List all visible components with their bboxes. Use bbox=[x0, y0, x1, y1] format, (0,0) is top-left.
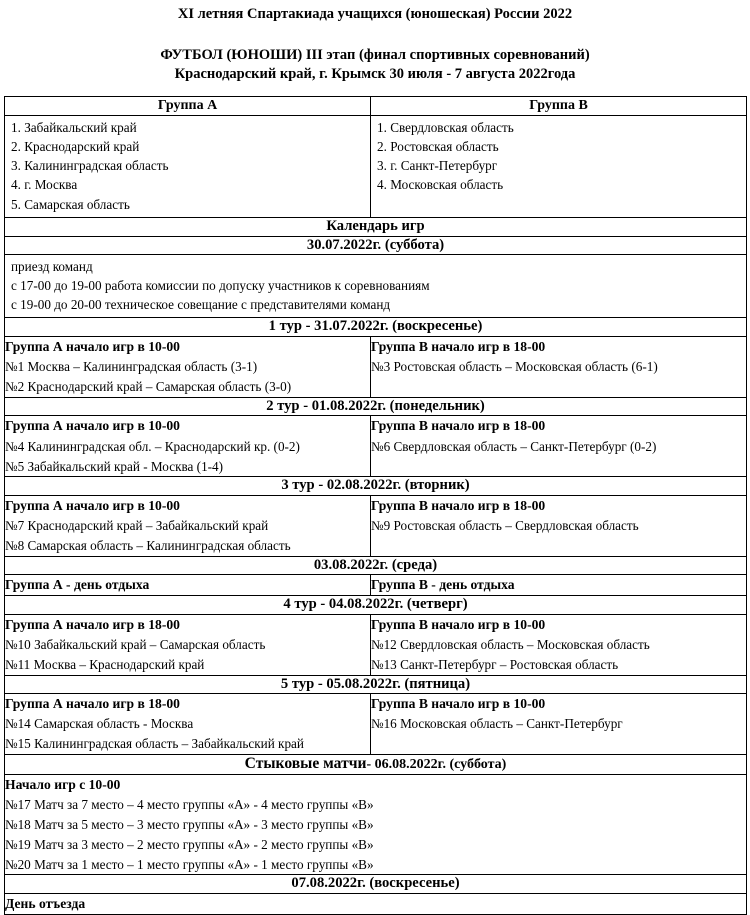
group-a-rest-day: Группа А - день отдыха bbox=[5, 575, 371, 596]
tour-1-group-a-cell bbox=[5, 336, 371, 397]
match-line: №18 Матч за 5 место – 3 место группы «А» - 3 место группы «В» bbox=[5, 817, 374, 833]
playoff-date: - 06.08.2022г. (суббота) bbox=[366, 757, 507, 773]
group-b-header: Группа В bbox=[371, 97, 747, 116]
match-line: №19 Матч за 3 место – 2 место группы «А» - 2 место группы «В» bbox=[5, 836, 374, 852]
date-banner: 30.07.2022г. (суббота) bbox=[5, 236, 747, 255]
group-b-start-time: Группа В начало игр в 10-00 bbox=[371, 616, 546, 632]
day-30-07-date-row bbox=[5, 236, 747, 255]
day-30-07-content-row bbox=[5, 255, 747, 318]
schedule-table bbox=[4, 96, 747, 914]
match-line: №2 Краснодарский край – Самарская область (3-0) bbox=[5, 379, 292, 395]
match-line: №15 Калининградская область – Забайкальский край bbox=[5, 736, 304, 752]
group-b-teams-cell bbox=[371, 115, 747, 217]
departure-text: День отъезда bbox=[5, 893, 747, 914]
group-teams-row bbox=[5, 115, 747, 217]
tour-3-matches-row bbox=[5, 495, 747, 556]
match-line: №3 Ростовская область – Московская область (6-1) bbox=[371, 359, 658, 375]
playoff-banner bbox=[5, 755, 747, 775]
date-banner: 5 тур - 05.08.2022г. (пятница) bbox=[5, 675, 747, 694]
playoff-cell bbox=[5, 774, 747, 875]
list-item: 4. Московская область bbox=[377, 177, 504, 193]
tour-4-group-b-cell bbox=[371, 614, 747, 675]
list-item: с 17-00 до 19-00 работа комиссии по допуску участников к соревнованиям bbox=[11, 278, 430, 294]
tour-1-group-b-cell bbox=[371, 336, 747, 397]
match-line: №8 Самарская область – Калининградская область bbox=[5, 538, 291, 554]
date-banner: 1 тур - 31.07.2022г. (воскресенье) bbox=[5, 318, 747, 337]
match-line: №17 Матч за 7 место – 4 место группы «А» - 4 место группы «В» bbox=[5, 797, 374, 813]
match-line: №7 Краснодарский край – Забайкальский край bbox=[5, 518, 269, 534]
match-line: №14 Самарская область - Москва bbox=[5, 716, 194, 732]
tour-1-date-row bbox=[5, 318, 747, 337]
match-line: №12 Свердловская область – Московская область bbox=[371, 636, 650, 652]
group-b-start-time: Группа В начало игр в 18-00 bbox=[371, 338, 546, 354]
tour-2-date-row bbox=[5, 397, 747, 416]
match-line: №4 Калининградская обл. – Краснодарский кр. (0-2) bbox=[5, 438, 300, 454]
playoff-matches-row bbox=[5, 774, 747, 875]
arrival-activities-list bbox=[5, 255, 746, 317]
list-item: с 19-00 до 20-00 техническое совещание с представителями команд bbox=[11, 297, 391, 313]
group-header-row bbox=[5, 97, 747, 116]
departure-row bbox=[5, 893, 747, 914]
list-item: 4. г. Москва bbox=[11, 177, 78, 193]
group-b-start-time: Группа В начало игр в 18-00 bbox=[371, 497, 546, 513]
tour-3-date-row bbox=[5, 477, 747, 496]
calendar-title: Календарь игр bbox=[5, 218, 747, 237]
group-a-start-time: Группа А начало игр в 10-00 bbox=[5, 338, 180, 354]
tour-4-date-row bbox=[5, 596, 747, 615]
group-b-rest-day: Группа В - день отдыха bbox=[371, 575, 747, 596]
date-banner: 2 тур - 01.08.2022г. (понедельник) bbox=[5, 397, 747, 416]
list-item: 1. Свердловская область bbox=[377, 119, 514, 135]
date-banner: 3 тур - 02.08.2022г. (вторник) bbox=[5, 477, 747, 496]
list-item: 3. г. Санкт-Петербург bbox=[377, 158, 498, 174]
list-item: 3. Калининградская область bbox=[11, 158, 169, 174]
tour-4-group-a-cell bbox=[5, 614, 371, 675]
group-a-start-time: Группа А начало игр в 18-00 bbox=[5, 696, 180, 712]
group-a-teams-cell bbox=[5, 115, 371, 217]
list-item: 2. Ростовская область bbox=[377, 138, 499, 154]
match-line: №6 Свердловская область – Санкт-Петербург (0-2) bbox=[371, 438, 657, 454]
tour-2-group-b-cell bbox=[371, 416, 747, 477]
tour-4-matches-row bbox=[5, 614, 747, 675]
group-a-team-list bbox=[5, 116, 370, 217]
page-title: XI летняя Спартакиада учащихся (юношеская) России 2022 bbox=[177, 6, 573, 22]
group-b-team-list bbox=[371, 116, 746, 198]
arrival-day-cell bbox=[5, 255, 747, 318]
group-a-header: Группа А bbox=[5, 97, 371, 116]
tour-2-matches-row bbox=[5, 416, 747, 477]
match-line: №5 Забайкальский край - Москва (1-4) bbox=[5, 458, 224, 474]
playoff-heading: Стыковые матчи bbox=[244, 755, 367, 773]
match-line: №16 Московская область – Санкт-Петербург bbox=[371, 716, 623, 732]
tour-3-group-b-cell bbox=[371, 495, 747, 556]
group-a-start-time: Группа А начало игр в 10-00 bbox=[5, 497, 180, 513]
tour-3-group-a-cell bbox=[5, 495, 371, 556]
list-item: 1. Забайкальский край bbox=[11, 119, 137, 135]
match-line: №20 Матч за 1 место – 1 место группы «А» - 1 место группы «В» bbox=[5, 856, 374, 872]
rest-day-row bbox=[5, 575, 747, 596]
date-banner: 07.08.2022г. (воскресенье) bbox=[5, 875, 747, 894]
date-banner: 03.08.2022г. (среда) bbox=[5, 556, 747, 575]
calendar-title-row bbox=[5, 218, 747, 237]
tour-5-date-row bbox=[5, 675, 747, 694]
tour-5-group-a-cell bbox=[5, 694, 371, 755]
event-venue-dates: Краснодарский край, г. Крымск 30 июля - 7 августа 2022года bbox=[174, 66, 576, 83]
event-subtitle bbox=[4, 23, 746, 96]
tour-5-group-b-cell bbox=[371, 694, 747, 755]
tour-2-group-a-cell bbox=[5, 416, 371, 477]
playoff-start-time: Начало игр с 10-00 bbox=[5, 776, 121, 792]
group-b-start-time: Группа В начало игр в 18-00 bbox=[371, 418, 546, 434]
playoff-date-row bbox=[5, 755, 747, 775]
group-a-start-time: Группа А начало игр в 18-00 bbox=[5, 616, 180, 632]
match-line: №11 Москва – Краснодарский край bbox=[5, 656, 205, 672]
list-item: 5. Самарская область bbox=[11, 196, 130, 212]
list-item: приезд команд bbox=[11, 259, 93, 275]
departure-date-row bbox=[5, 875, 747, 894]
date-banner: 4 тур - 04.08.2022г. (четверг) bbox=[5, 596, 747, 615]
group-b-start-time: Группа В начало игр в 10-00 bbox=[371, 696, 546, 712]
tour-1-matches-row bbox=[5, 336, 747, 397]
match-line: №13 Санкт-Петербург – Ростовская область bbox=[371, 656, 619, 672]
match-line: №10 Забайкальский край – Самарская область bbox=[5, 636, 266, 652]
event-discipline: ФУТБОЛ (ЮНОШИ) III этап (финал спортивных соревнований) bbox=[160, 46, 590, 63]
match-line: №9 Ростовская область – Свердловская область bbox=[371, 518, 639, 534]
tour-5-matches-row bbox=[5, 694, 747, 755]
group-a-start-time: Группа А начало игр в 10-00 bbox=[5, 418, 180, 434]
match-line: №1 Москва – Калининградская область (3-1) bbox=[5, 359, 258, 375]
list-item: 2. Краснодарский край bbox=[11, 138, 140, 154]
rest-day-date-row bbox=[5, 556, 747, 575]
